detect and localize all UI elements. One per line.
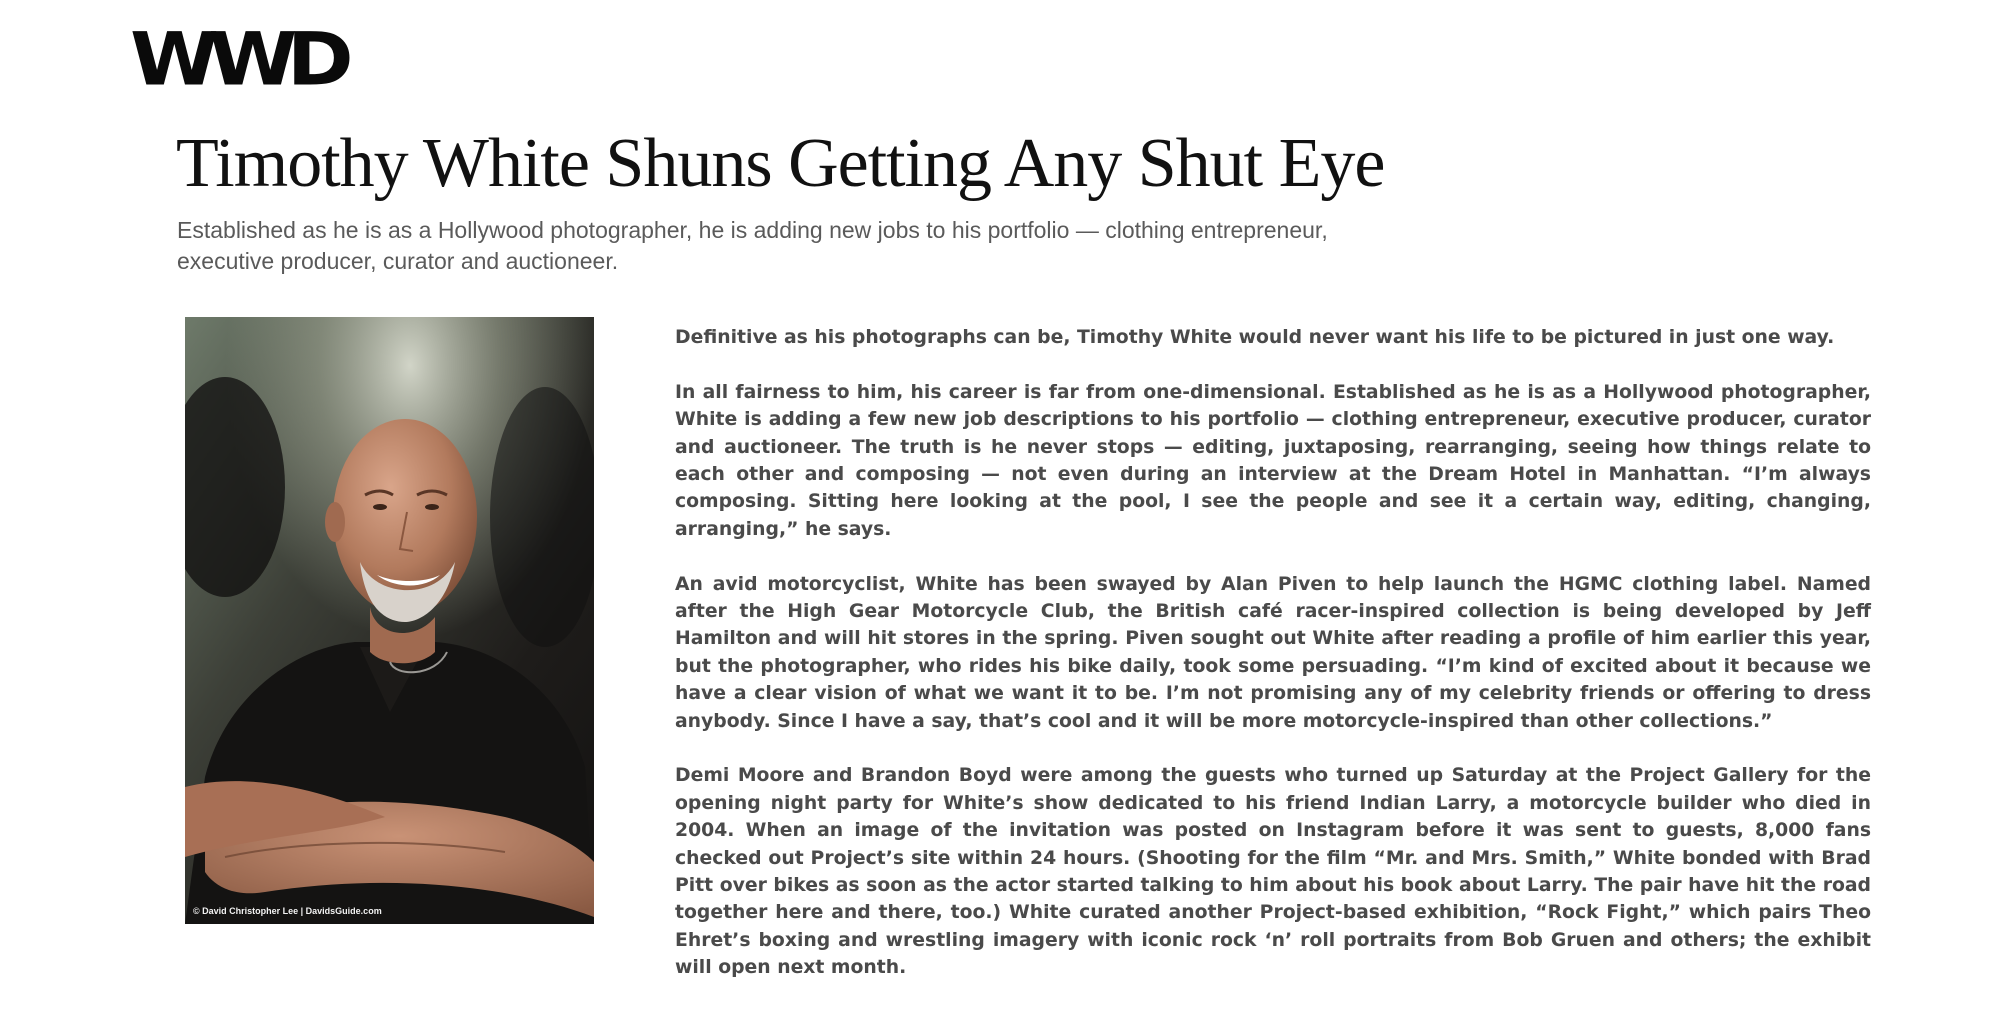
article-paragraph: In all fairness to him, his career is far from one-dimensional. Established as he is as a Hollywood photographer, White is adding a few new job descriptions to his portfolio — clothing entrepreneur, executive producer, curator and auctioneer. The truth is he never stops — editing, juxtaposing, rearranging, seeing how things relate to each other and composing — not even during an interview at the Dream Hotel in Manhattan. “I’m always composing. Sitting here looking at the pool, I see the people and see it a certain way, editing, changing, arranging,” he says.	[675, 381, 1871, 540]
article-paragraph: Demi Moore and Brandon Boyd were among the guests who turned up Saturday at the Project Gallery for the opening night party for White’s show dedicated to his friend Indian Larry, a motorcycle builder who died in 2004. When an image of the invitation was posted on Instagram before it was sent to guests, 8,000 fans checked out Project’s site within 24 hours. (Shooting for the film “Mr. and Mrs. Smith,” White bonded with Brad Pitt over bikes as soon as the actor started talking to him about his book about Larry. The pair have hit the road together here and there, too.) White curated another Project-based exhibition, “Rock Fight,” which pairs Theo Ehret’s boxing and wrestling imagery with iconic rock ‘n’ roll portraits from Bob Gruen and others; the exhibit will open next month.	[675, 765, 1871, 979]
article-dek: Established as he is as a Hollywood photographer, he is adding new jobs to his portfolio — clothing entrepreneur, executive producer, curator and auctioneer.	[177, 217, 1328, 274]
portrait-photo	[185, 317, 594, 924]
portrait-illustration	[185, 317, 594, 924]
article-body	[675, 324, 1871, 1009]
photo-credit: © David Christopher Lee | DavidsGuide.com	[193, 906, 382, 916]
article-paragraph: An avid motorcyclist, White has been swayed by Alan Piven to help launch the HGMC clothing label. Named after the High Gear Motorcycle Club, the British café racer-inspired collection is being developed by Jeff Hamilton and will hit stores in the spring. Piven sought out White after reading a profile of him earlier this year, but the photographer, who rides his bike daily, took some persuading. “I’m kind of excited about it because we have a clear vision of what we want it to be. I’m not promising any of my celebrity friends or offering to dress anybody. Since I have a say, that’s cool and it will be more motorcycle-inspired than other collections.”	[675, 573, 1871, 732]
article-headline: Timothy White Shuns Getting Any Shut Eye	[176, 125, 1385, 202]
article-paragraph: Definitive as his photographs can be, Timothy White would never want his life to be pictured in just one way.	[675, 327, 1835, 348]
wwd-logo[interactable]: WWD	[130, 16, 344, 103]
